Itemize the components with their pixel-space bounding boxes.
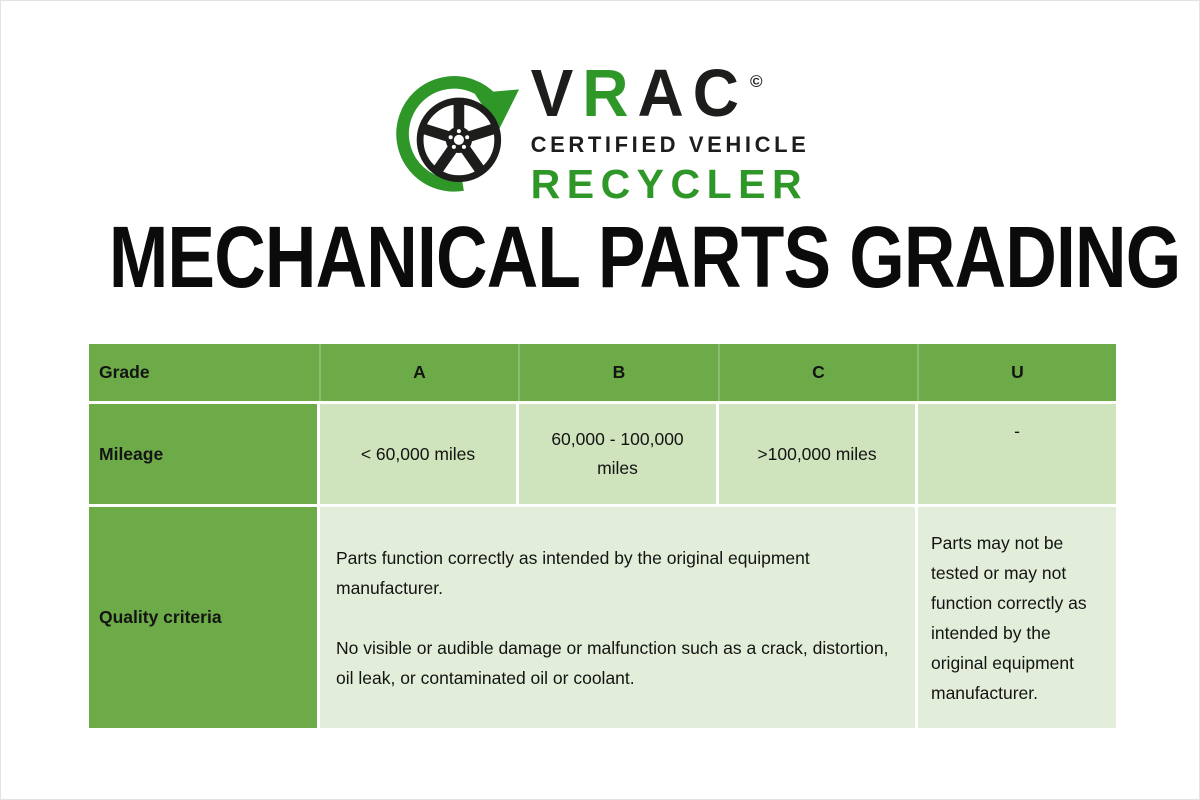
mileage-row bbox=[89, 404, 1116, 504]
quality-row-label: Quality criteria bbox=[89, 507, 317, 728]
quality-cell-u: Parts may not be tested or may not function correctly as intended by the original equipment manufacturer. bbox=[918, 507, 1116, 728]
header-col-c: C bbox=[718, 344, 917, 401]
brand-letter-r: R bbox=[582, 55, 638, 131]
wheel-recycle-icon bbox=[391, 70, 521, 200]
mileage-cell-c: >100,000 miles bbox=[719, 404, 915, 504]
mileage-cell-a: < 60,000 miles bbox=[320, 404, 516, 504]
header-col-b: B bbox=[518, 344, 718, 401]
copyright-mark: © bbox=[749, 72, 763, 91]
vrac-logo bbox=[1, 55, 1199, 208]
logo-subtitle-certified-vehicle: CERTIFIED VEHICLE bbox=[530, 132, 810, 157]
quality-cell-abc bbox=[320, 507, 915, 728]
grading-table bbox=[89, 344, 1116, 728]
quality-abc-paragraph-1: Parts function correctly as intended by the original equipment manufacturer. bbox=[336, 547, 810, 598]
brand-wordmark bbox=[530, 55, 763, 131]
brand-letter-c: C bbox=[692, 55, 748, 131]
mileage-cell-u: - bbox=[918, 404, 1116, 504]
table-header-row bbox=[89, 344, 1116, 401]
logo-subtitle-recycler: RECYCLER bbox=[530, 161, 809, 207]
header-grade-label: Grade bbox=[99, 362, 150, 382]
logo-text bbox=[530, 55, 810, 208]
mileage-cell-b: 60,000 - 100,000 miles bbox=[519, 404, 716, 504]
brand-letter-v: V bbox=[530, 55, 583, 131]
page-title: MECHANICAL PARTS GRADING bbox=[108, 209, 1181, 306]
quality-criteria-row bbox=[89, 507, 1116, 728]
quality-abc-paragraph-2: No visible or audible damage or malfunction such as a crack, distortion, oil leak, or contaminated oil or coolant. bbox=[336, 637, 889, 688]
header-col-u: U bbox=[917, 344, 1116, 401]
header-col-a: A bbox=[319, 344, 518, 401]
brand-letter-a: A bbox=[637, 55, 693, 131]
mileage-row-label: Mileage bbox=[89, 404, 317, 504]
